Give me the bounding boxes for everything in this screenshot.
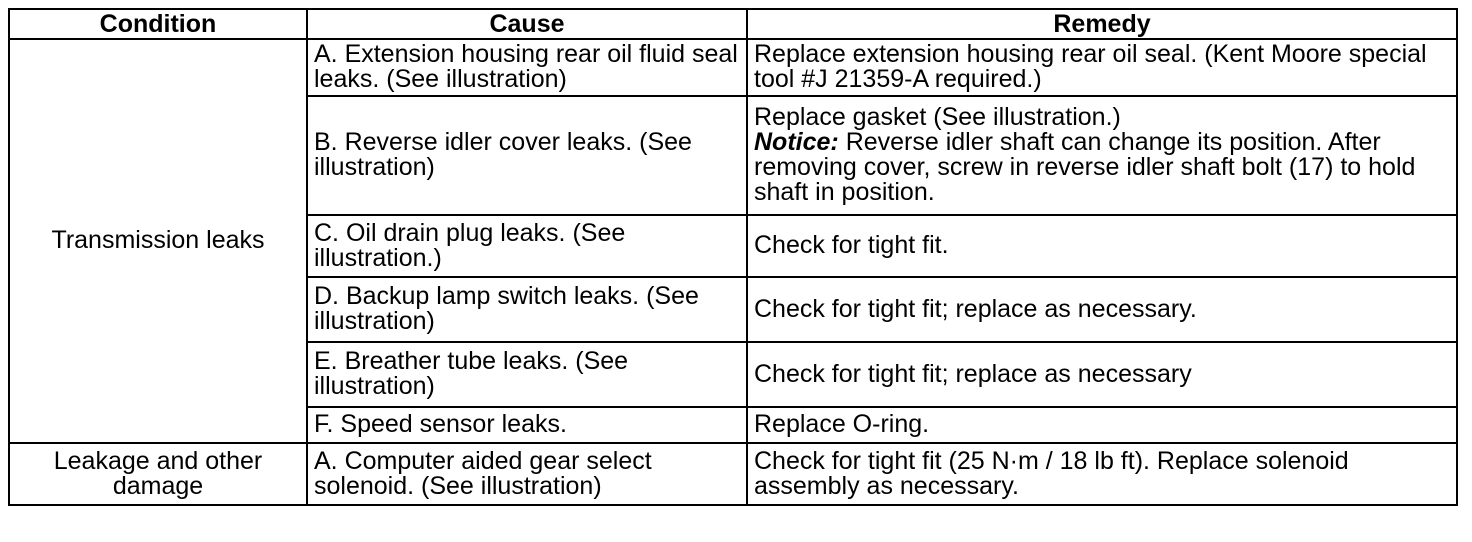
cause-cell: D. Backup lamp switch leaks. (See illustration) (307, 277, 747, 342)
condition-cell: Transmission leaks (9, 39, 307, 443)
notice-label: Notice: (754, 128, 839, 156)
remedy-cell: Check for tight fit; replace as necessary. (747, 277, 1457, 342)
header-cause: Cause (307, 9, 747, 39)
remedy-cell: Check for tight fit. (747, 215, 1457, 277)
remedy-cell: Replace extension housing rear oil seal. (Kent Moore special tool #J 21359-A required.) (747, 39, 1457, 96)
remedy-text: Replace gasket (See illustration.) (754, 103, 1121, 131)
header-row (9, 9, 1457, 39)
cause-cell: A. Computer aided gear select solenoid. (See illustration) (307, 443, 747, 505)
remedy-cell: Replace O-ring. (747, 407, 1457, 443)
cause-cell: E. Breather tube leaks. (See illustration) (307, 342, 747, 407)
cause-cell: B. Reverse idler cover leaks. (See illustration) (307, 96, 747, 215)
header-remedy: Remedy (747, 9, 1457, 39)
remedy-cell: Check for tight fit; replace as necessary (747, 342, 1457, 407)
table-row (9, 443, 1457, 505)
remedy-cell: Check for tight fit (25 N·m / 18 lb ft). Replace solenoid assembly as necessary. (747, 443, 1457, 505)
diagnosis-table (8, 8, 1458, 506)
header-condition: Condition (9, 9, 307, 39)
remedy-cell (747, 96, 1457, 215)
table-row (9, 39, 1457, 96)
notice-text: Reverse idler shaft can change its position. After removing cover, screw in reverse idler shaft bolt (17) to hold shaft in position. (754, 128, 1416, 206)
condition-cell: Leakage and other damage (9, 443, 307, 505)
cause-cell: A. Extension housing rear oil fluid seal leaks. (See illustration) (307, 39, 747, 96)
cause-cell: C. Oil drain plug leaks. (See illustration.) (307, 215, 747, 277)
cause-cell: F. Speed sensor leaks. (307, 407, 747, 443)
